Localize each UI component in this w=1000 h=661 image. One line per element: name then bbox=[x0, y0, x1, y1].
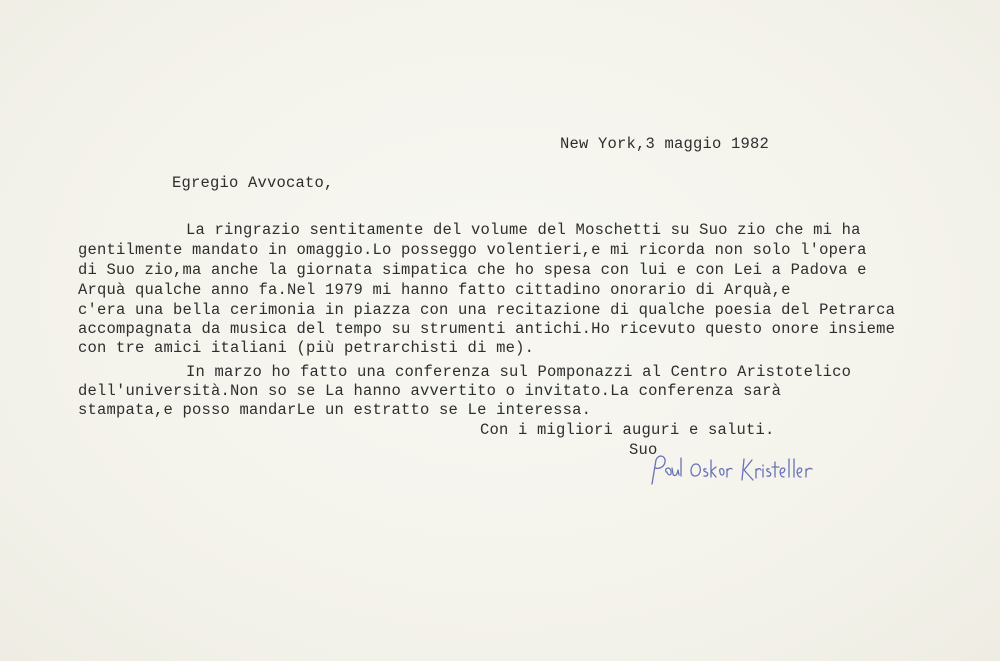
letter-closing-word: Suo bbox=[629, 441, 658, 459]
body-line-5: c'era una bella cerimonia in piazza con una recitazione di qualche poesia del Petrarca bbox=[78, 301, 896, 319]
body-line-4: Arquà qualche anno fa.Nel 1979 mi hanno fatto cittadino onorario di Arquà,e bbox=[78, 281, 791, 299]
body-line-6: accompagnata da musica del tempo su strumenti antichi.Ho ricevuto questo onore insieme bbox=[78, 320, 896, 338]
body-line-8: In marzo ho fatto una conferenza sul Pomponazzi al Centro Aristotelico bbox=[186, 363, 852, 381]
handwritten-signature bbox=[648, 450, 818, 490]
body-line-9: dell'università.Non so se La hanno avvertito o invitato.La conferenza sarà bbox=[78, 382, 782, 400]
body-line-7: con tre amici italiani (più petrarchisti di me). bbox=[78, 339, 535, 357]
body-line-10: stampata,e posso mandarLe un estratto se Le interessa. bbox=[78, 401, 592, 419]
body-line-1: La ringrazio sentitamente del volume del Moschetti su Suo zio che mi ha bbox=[186, 221, 861, 239]
letter-salutation: Egregio Avvocato, bbox=[172, 174, 334, 192]
body-line-2: gentilmente mandato in omaggio.Lo posseggo volentieri,e mi ricorda non solo l'opera bbox=[78, 241, 867, 259]
letter-closing: Con i migliori auguri e saluti. bbox=[480, 421, 775, 439]
letter-date: New York,3 maggio 1982 bbox=[560, 135, 770, 153]
body-line-3: di Suo zio,ma anche la giornata simpatica che ho spesa con lui e con Lei a Padova e bbox=[78, 261, 867, 279]
